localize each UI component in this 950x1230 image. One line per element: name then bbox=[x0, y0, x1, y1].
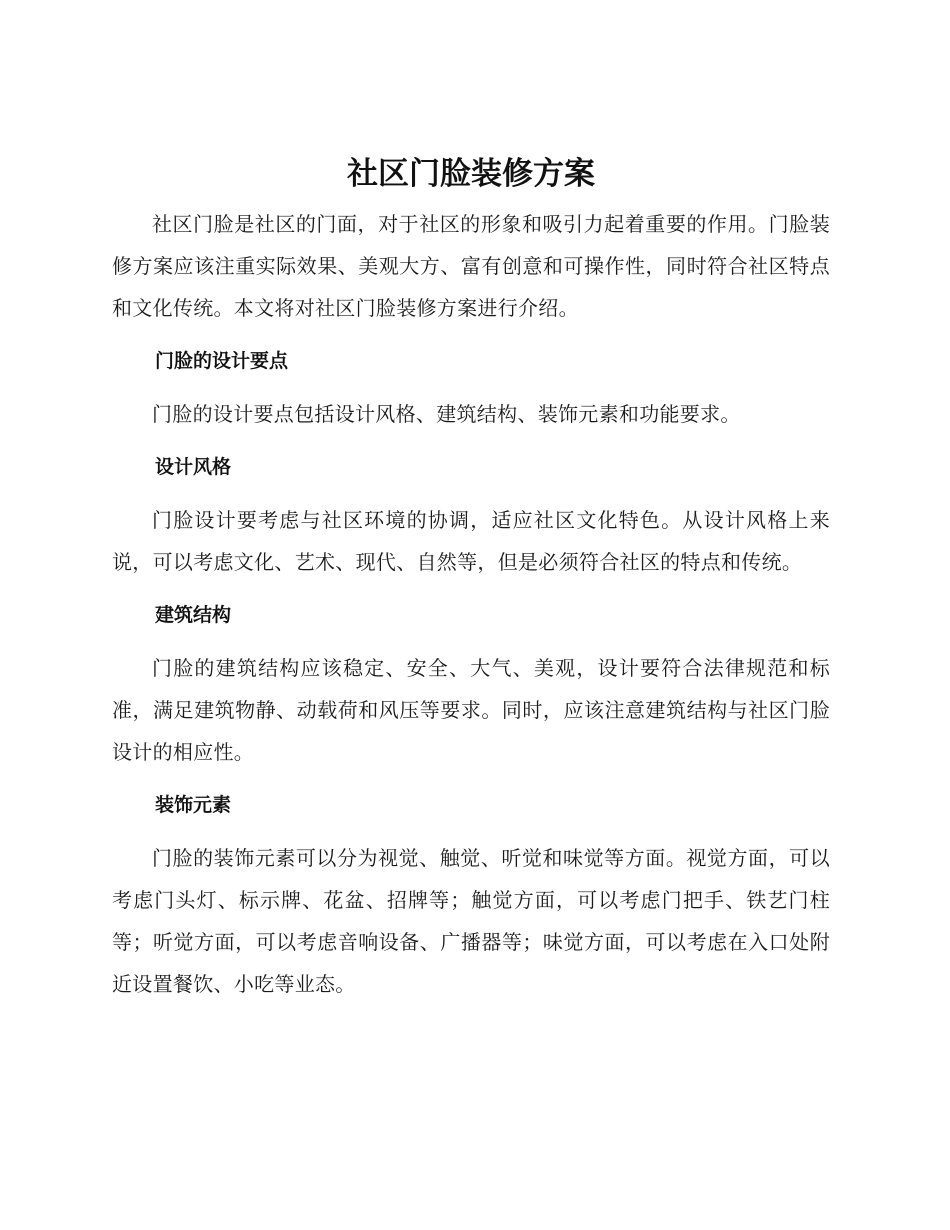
document-title: 社区门脸装修方案 bbox=[347, 156, 595, 192]
section-spacer bbox=[112, 773, 830, 784]
section-body-design-style: 门脸设计要考虑与社区环境的协调，适应社区文化特色。从设计风格上来说，可以考虑文化、艺术、现代、自然等，但是必须符合社区的特点和传统。 bbox=[112, 508, 830, 574]
section-body-decorative-elements: 门脸的装饰元素可以分为视觉、触觉、听觉和味觉等方面。视觉方面，可以考虑门头灯、标示牌、花盆、招牌等；触觉方面，可以考虑门把手、铁艺门柱等；听觉方面，可以考虑音响设备、广播器等；味觉方面，可以考虑在入口处附近设置餐饮、小吃等业态。 bbox=[112, 846, 830, 996]
section-spacer bbox=[112, 329, 830, 340]
section-spacer bbox=[112, 382, 830, 393]
section-spacer bbox=[112, 826, 830, 837]
section-heading-building-structure: 建筑结构 bbox=[155, 604, 232, 626]
document-body bbox=[112, 145, 830, 1005]
section-spacer bbox=[112, 636, 830, 647]
section-spacer bbox=[112, 488, 830, 499]
section-body-building-structure: 门脸的建筑结构应该稳定、安全、大气、美观，设计要符合法律规范和标准，满足建筑物静、动载荷和风压等要求。同时，应该注意建筑结构与社区门脸设计的相应性。 bbox=[112, 656, 830, 764]
section-spacer bbox=[112, 435, 830, 446]
section-spacer bbox=[112, 583, 830, 594]
section-heading-design-style: 设计风格 bbox=[155, 456, 232, 478]
section-body-design-points: 门脸的设计要点包括设计风格、建筑结构、装饰元素和功能要求。 bbox=[152, 402, 741, 426]
intro-paragraph: 社区门脸是社区的门面，对于社区的形象和吸引力起着重要的作用。门脸装修方案应该注重实际效果、美观大方、富有创意和可操作性，同时符合社区特点和文化传统。本文将对社区门脸装修方案进行介绍。 bbox=[112, 212, 830, 320]
section-heading-decorative-elements: 装饰元素 bbox=[155, 794, 232, 816]
section-heading-design-points: 门脸的设计要点 bbox=[155, 350, 289, 372]
